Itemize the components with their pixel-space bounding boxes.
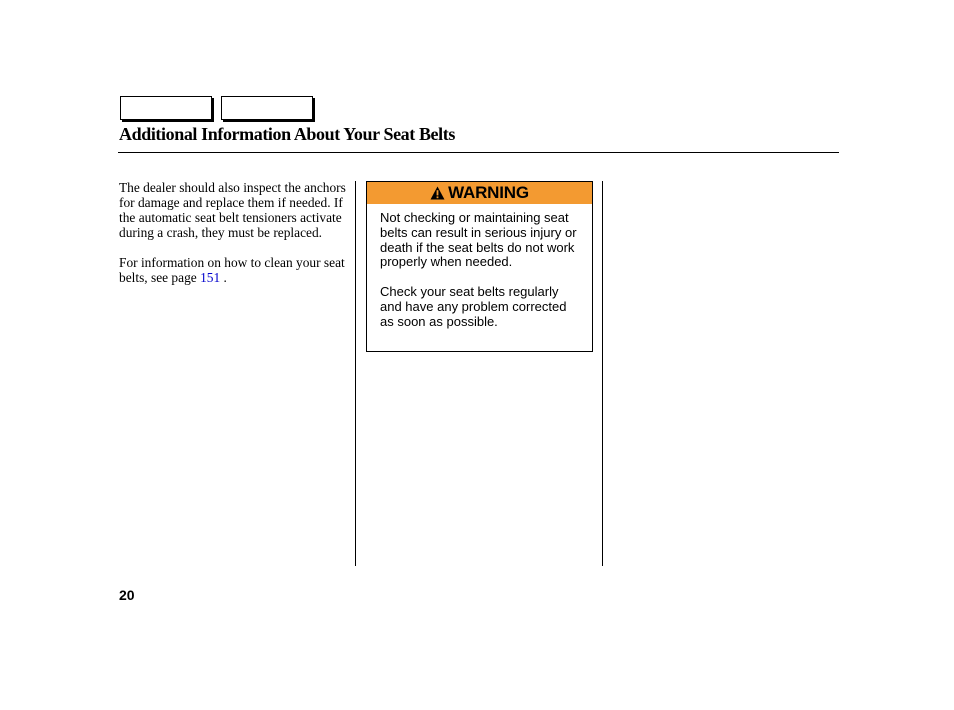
cleaning-info-paragraph (119, 255, 351, 285)
warning-triangle-icon (430, 186, 445, 200)
page-151-link[interactable]: 151 (200, 270, 221, 285)
warning-box (366, 181, 593, 352)
warning-label: WARNING (448, 183, 529, 202)
column-divider-right (602, 181, 603, 566)
left-column (119, 180, 351, 300)
page-number: 20 (119, 587, 135, 603)
warning-paragraph-1: Not checking or maintaining seat belts can result in serious injury or death if the seat belts do not work properly when needed. (380, 210, 577, 270)
nav-button-2[interactable] (221, 96, 313, 120)
title-divider (118, 152, 839, 153)
warning-paragraph-2: Check your seat belts regularly and have any problem corrected as soon as possible. (380, 284, 567, 329)
dealer-inspection-paragraph: The dealer should also inspect the anchors for damage and replace them if needed. If the automatic seat belt tensioners activate during a crash, they must be replaced. (119, 180, 346, 240)
nav-button-1[interactable] (120, 96, 212, 120)
cleaning-info-text: For information on how to clean your seat belts, see page (119, 255, 345, 285)
column-divider-left (355, 181, 356, 566)
cleaning-info-suffix: . (220, 270, 227, 285)
warning-header (367, 182, 592, 204)
warning-body (367, 204, 592, 330)
page-title: Additional Information About Your Seat Belts (119, 124, 455, 144)
